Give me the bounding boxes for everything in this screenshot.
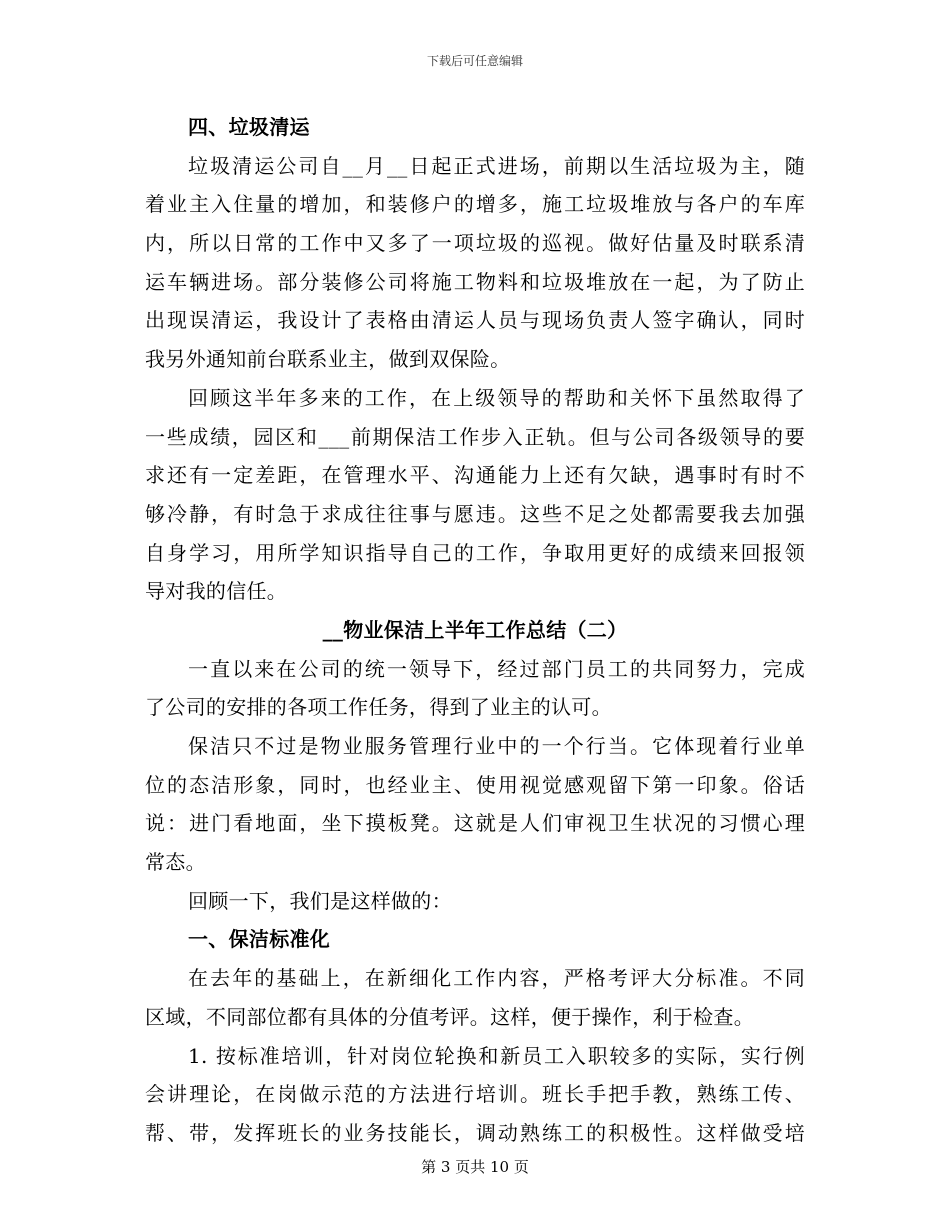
text-line: 着业主入住量的增加，和装修户的增多，施工垃圾堆放与各户的车库 — [145, 192, 805, 217]
text-line: 保洁只不过是物业服务管理行业中的一个行当。它体现着行业单 — [188, 734, 805, 758]
text-line: 说：进门看地面，坐下摸板凳。这就是人们审视卫生状况的习惯心理 — [145, 811, 805, 836]
section-heading-garbage: 四、垃圾清运 — [188, 115, 310, 139]
text-line: 会讲理论，在岗做示范的方法进行培训。班长手把手教，熟练工传、 — [145, 1082, 805, 1107]
document-body — [145, 108, 805, 1153]
text-line: 出现误清运，我设计了表格由清运人员与现场负责人签字确认，同时 — [145, 308, 805, 333]
text-line: 内，所以日常的工作中又多了一项垃圾的巡视。做好估量及时联系清 — [145, 231, 805, 256]
text-line: 位的态洁形象，同时，也经业主、使用视觉感观留下第一印象。俗话 — [145, 772, 805, 797]
text-line: 一直以来在公司的统一领导下，经过部门员工的共同努力，完成 — [188, 656, 805, 681]
paragraph-training — [145, 1037, 805, 1153]
text-line: 求还有一定差距，在管理水平、沟通能力上还有欠缺，遇事时有时不 — [145, 463, 805, 488]
text-line: 常态。 — [145, 850, 206, 875]
text-line: 我另外通知前台联系业主，做到双保险。 — [145, 347, 511, 372]
text-line: 帮、带，发挥班长的业务技能长，调动熟练工的积极性。这样做受培 — [145, 1120, 805, 1145]
text-line: 回顾这半年多来的工作，在上级领导的帮助和关怀下虽然取得了 — [188, 385, 805, 410]
text-line: 自身学习，用所学知识指导自己的工作，争取用更好的成绩来回报领 — [145, 540, 805, 565]
text-line: 一些成绩，园区和___前期保洁工作步入正轨。但与公司各级领导的要 — [145, 424, 805, 449]
text-line: 在去年的基础上，在新细化工作内容，严格考评大分标准。不同 — [188, 966, 805, 991]
text-line: 回顾一下，我们是这样做的： — [188, 888, 452, 913]
paragraph-review — [145, 379, 805, 611]
page-header: 下载后可任意编辑 — [426, 54, 523, 68]
text-line: 了公司的安排的各项工作任务，得到了业主的认可。 — [145, 695, 612, 720]
text-line: 区域，不同部位都有具体的分值考评。这样，便于操作，利于检查。 — [145, 1004, 754, 1029]
paragraph-lookback — [145, 882, 805, 921]
text-line: 运车辆进场。部分装修公司将施工物料和垃圾堆放在一起，为了防止 — [145, 269, 805, 294]
text-line: 垃圾清运公司自__月__日起正式进场，前期以生活垃圾为主，随 — [188, 153, 805, 178]
paragraph-intro — [145, 650, 805, 727]
paragraph-standards — [145, 959, 805, 1036]
paragraph-garbage-removal — [145, 147, 805, 379]
article-title: __物业保洁上半年工作总结（二） — [322, 617, 628, 642]
page-footer: 第 3 页共 10 页 — [421, 1158, 529, 1176]
text-line: 够冷静，有时急于求成往往事与愿违。这些不足之处都需要我去加强 — [145, 501, 805, 526]
text-line: 1. 按标准培训，针对岗位轮换和新员工入职较多的实际，实行例 — [188, 1043, 805, 1068]
paragraph-cleaning-role — [145, 727, 805, 882]
section-heading-standardization: 一、保洁标准化 — [188, 927, 331, 952]
text-line: 导对我的信任。 — [145, 579, 288, 604]
